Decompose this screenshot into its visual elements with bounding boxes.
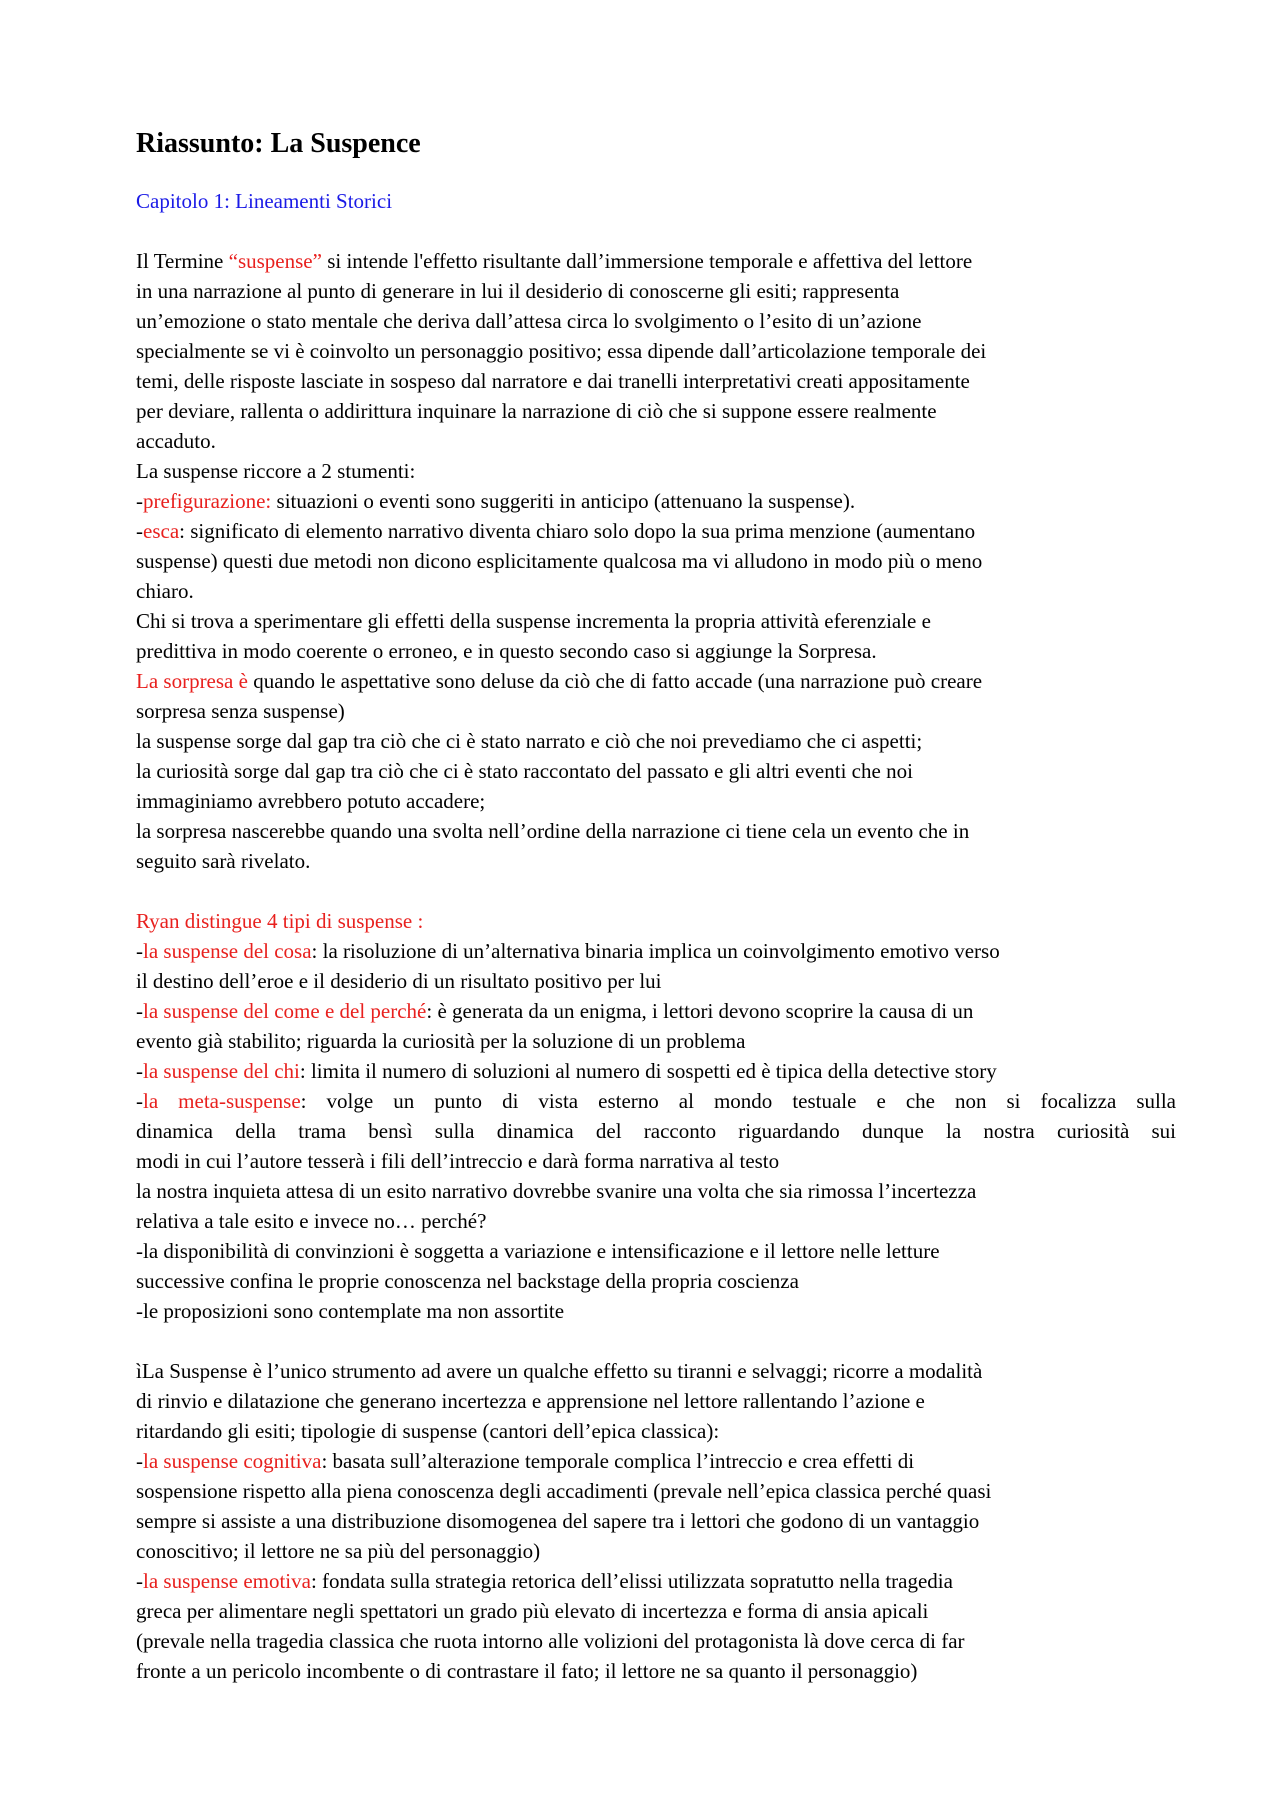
highlighted-term: “suspense” — [228, 249, 322, 273]
text-run: - — [136, 1569, 143, 1593]
text-line — [136, 1386, 1176, 1416]
text-line — [136, 666, 1176, 696]
text-line — [136, 276, 1176, 306]
text-line — [136, 1596, 1176, 1626]
text-run: ritardando gli esiti; tipologie di suspense (cantori dell’epica classica): — [136, 1419, 720, 1443]
highlighted-term: La sorpresa è — [136, 669, 248, 693]
highlighted-term: la suspense del chi — [143, 1059, 300, 1083]
text-line — [136, 1446, 1176, 1476]
text-run: un’emozione o stato mentale che deriva dall’attesa circa lo svolgimento o l’esito di un’azione — [136, 309, 922, 333]
document-title: Riassunto: La Suspence — [136, 128, 421, 159]
text-line — [136, 366, 1176, 396]
text-line — [136, 756, 1176, 786]
text-line — [136, 1656, 1176, 1686]
highlighted-term: prefigurazione: — [143, 489, 272, 513]
text-line — [136, 576, 1176, 606]
text-run: conoscitivo; il lettore ne sa più del personaggio) — [136, 1539, 541, 1563]
text-run: sorpresa senza suspense) — [136, 699, 345, 723]
highlighted-term: esca — [143, 519, 180, 543]
text-run: : basata sull’alterazione temporale complica l’intreccio e crea effetti di — [321, 1449, 915, 1473]
text-line — [136, 1146, 1176, 1176]
text-line — [136, 486, 1176, 516]
text-run: la sorpresa nascerebbe quando una svolta nell’ordine della narrazione ci tiene cela un evento che in — [136, 819, 970, 843]
text-run: : è generata da un enigma, i lettori devono scoprire la causa di un — [426, 999, 974, 1023]
text-line — [136, 1086, 1176, 1116]
text-run: di rinvio e dilatazione che generano incertezza e apprensione nel lettore rallentando l’azione e — [136, 1389, 925, 1413]
text-run: seguito sarà rivelato. — [136, 849, 311, 873]
text-run: la nostra inquieta attesa di un esito narrativo dovrebbe svanire una volta che sia rimossa l’incertezza — [136, 1179, 977, 1203]
text-line — [136, 966, 1176, 996]
text-run: La suspense riccore a 2 stumenti: — [136, 459, 416, 483]
text-line — [136, 906, 1176, 936]
text-run: accaduto. — [136, 429, 216, 453]
text-run: Chi si trova a sperimentare gli effetti della suspense incrementa la propria attività eferenziale e — [136, 609, 931, 633]
text-run: : significato di elemento narrativo diventa chiaro solo dopo la sua prima menzione (aumentano — [179, 519, 976, 543]
text-line — [136, 1266, 1176, 1296]
text-run: successive confina le proprie conoscenza nel backstage della propria coscienza — [136, 1269, 799, 1293]
text-line — [136, 696, 1176, 726]
text-run: immaginiamo avrebbero potuto accadere; — [136, 789, 486, 813]
highlighted-term: la suspense emotiva — [143, 1569, 311, 1593]
text-run: sempre si assiste a una distribuzione disomogenea del sapere tra i lettori che godono di un vantaggio — [136, 1509, 980, 1533]
body-text — [136, 246, 1176, 1686]
text-run: dinamica della trama bensì sulla dinamica del racconto riguardando dunque la nostra curiosità sui — [136, 1119, 1176, 1143]
text-line — [136, 1626, 1176, 1656]
text-run: - — [136, 1089, 143, 1113]
text-line — [136, 546, 1176, 576]
chapter-heading: Capitolo 1: Lineamenti Storici — [136, 189, 393, 213]
text-run: : la risoluzione di un’alternativa binaria implica un coinvolgimento emotivo verso — [311, 939, 1000, 963]
text-line — [136, 996, 1176, 1026]
text-run: la suspense sorge dal gap tra ciò che ci è stato narrato e ciò che noi prevediamo che ci aspetti; — [136, 729, 923, 753]
text-line — [136, 1176, 1176, 1206]
text-line — [136, 516, 1176, 546]
text-line — [136, 1566, 1176, 1596]
text-line — [136, 396, 1176, 426]
text-run: ìLa Suspense è l’unico strumento ad avere un qualche effetto su tiranni e selvaggi; ricorre a modalità — [136, 1359, 983, 1383]
text-run: la curiosità sorge dal gap tra ciò che ci è stato raccontato del passato e gli altri eventi che noi — [136, 759, 913, 783]
text-line — [136, 1206, 1176, 1236]
text-line — [136, 1416, 1176, 1446]
document-page — [136, 126, 1176, 1686]
text-line — [136, 1026, 1176, 1056]
text-run: : volge un punto di vista esterno al mondo testuale e che non si focalizza sulla — [300, 1089, 1176, 1113]
text-run: : limita il numero di soluzioni al numero di sospetti ed è tipica della detective story — [299, 1059, 997, 1083]
text-run: -le proposizioni sono contemplate ma non assortite — [136, 1299, 565, 1323]
text-run: situazioni o eventi sono suggeriti in anticipo (attenuano la suspense). — [271, 489, 856, 513]
text-run: - — [136, 939, 143, 963]
blank-line — [136, 1326, 1176, 1356]
text-run: greca per alimentare negli spettatori un grado più elevato di incertezza e forma di ansia apicali — [136, 1599, 929, 1623]
text-line — [136, 636, 1176, 666]
text-run: per deviare, rallenta o addirittura inquinare la narrazione di ciò che si suppone essere realmente — [136, 399, 937, 423]
text-run: Il Termine — [136, 249, 229, 273]
highlighted-term: la suspense del come e del perché — [143, 999, 427, 1023]
text-run: temi, delle risposte lasciate in sospeso dal narratore e dai tranelli interpretativi creati appositamente — [136, 369, 970, 393]
text-run: - — [136, 519, 143, 543]
text-run: quando le aspettative sono deluse da ciò che di fatto accade (una narrazione può creare — [247, 669, 983, 693]
text-run: fronte a un pericolo incombente o di contrastare il fato; il lettore ne sa quanto il personaggio) — [136, 1659, 918, 1683]
text-line — [136, 816, 1176, 846]
text-run: - — [136, 489, 143, 513]
text-run: chiaro. — [136, 579, 194, 603]
highlighted-term: la suspense cognitiva — [143, 1449, 322, 1473]
text-run: - — [136, 1449, 143, 1473]
spacer — [136, 216, 1176, 246]
text-run: specialmente se vi è coinvolto un personaggio positivo; essa dipende dall’articolazione temporale dei — [136, 339, 987, 363]
text-run: si intende l'effetto risultante dall’immersione temporale e affettiva del lettore — [321, 249, 973, 273]
text-line — [136, 1356, 1176, 1386]
text-run: evento già stabilito; riguarda la curiosità per la soluzione di un problema — [136, 1029, 746, 1053]
text-line — [136, 1056, 1176, 1086]
text-run: in una narrazione al punto di generare in lui il desiderio di conoscerne gli esiti; rappresenta — [136, 279, 900, 303]
text-run: predittiva in modo coerente o erroneo, e in questo secondo caso si aggiunge la Sorpresa. — [136, 639, 877, 663]
text-run: suspense) questi due metodi non dicono esplicitamente qualcosa ma vi alludono in modo più o meno — [136, 549, 983, 573]
text-run: sospensione rispetto alla piena conoscenza degli accadimenti (prevale nell’epica classica perché quasi — [136, 1479, 992, 1503]
text-line — [136, 1296, 1176, 1326]
text-line — [136, 1536, 1176, 1566]
text-run: modi in cui l’autore tesserà i fili dell’intreccio e darà forma narrativa al testo — [136, 1149, 780, 1173]
text-line — [136, 786, 1176, 816]
text-line — [136, 1236, 1176, 1266]
text-line — [136, 336, 1176, 366]
highlighted-term: Ryan distingue 4 tipi di suspense : — [136, 909, 424, 933]
text-line — [136, 606, 1176, 636]
text-line — [136, 1506, 1176, 1536]
highlighted-term: la suspense del cosa — [143, 939, 312, 963]
text-run: relativa a tale esito e invece no… perché? — [136, 1209, 487, 1233]
text-run: -la disponibilità di convinzioni è soggetta a variazione e intensificazione e il lettore nelle letture — [136, 1239, 940, 1263]
text-line — [136, 426, 1176, 456]
text-run: : fondata sulla strategia retorica dell’elissi utilizzata sopratutto nella tragedia — [310, 1569, 953, 1593]
text-run: (prevale nella tragedia classica che ruota intorno alle volizioni del protagonista là dove cerca di far — [136, 1629, 965, 1653]
text-line — [136, 1116, 1176, 1146]
text-run: il destino dell’eroe e il desiderio di un risultato positivo per lui — [136, 969, 662, 993]
text-line — [136, 726, 1176, 756]
highlighted-term: la meta-suspense — [143, 1089, 301, 1113]
text-run: - — [136, 999, 143, 1023]
text-line — [136, 246, 1176, 276]
blank-line — [136, 876, 1176, 906]
text-line — [136, 306, 1176, 336]
text-line — [136, 846, 1176, 876]
text-line — [136, 1476, 1176, 1506]
text-line — [136, 456, 1176, 486]
text-run: - — [136, 1059, 143, 1083]
text-line — [136, 936, 1176, 966]
